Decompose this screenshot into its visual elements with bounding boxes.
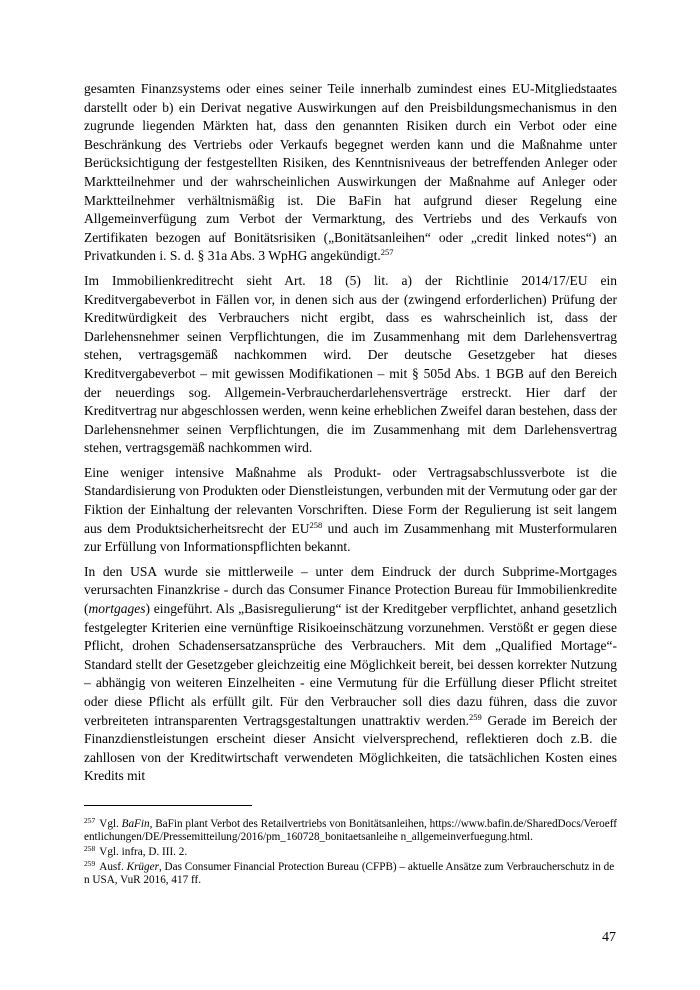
paragraph-text: gesamten Finanzsystems oder eines seiner Teile innerhalb zumindest eines EU-Mitgliedstaates darstellt oder b) ein Derivat negative Auswirkungen auf den Preisbildungsmechanismus in den zugrunde liegenden Märkten hat, dass den genannten Risiken durch ein Verbot oder eine Beschränkung des Vertriebs oder Verkaufs begegnet werden kann und die Maßnahme unter Berücksichtigung der festgestellten Risiken, des Kenntnisniveaus der betreffenden Anleger oder Marktteilnehmer und der wahrscheinlichen Auswirkungen der Maßnahme auf Anleger oder Marktteilnehmer verhältnismäßig ist. Die BaFin hat aufgrund dieser Regelung eine Allgemeinverfügung zum Verbot der Vermarktung, des Vertriebs und des Verkaufs von Zertifikaten bezogen auf Bonitätsrisiken („Bonitätsanleihen“ oder „credit linked notes“) an Privatkunden i. S. d. § 31a Abs. 3 WpHG angekündigt.	[84, 81, 617, 264]
paragraph-text: Im Immobilienkreditrecht sieht Art. 18 (5) lit. a) der Richtlinie 2014/17/EU ein Kreditvergabeverbot in Fällen vor, in denen sich aus der (zwingend erforderlichen) Prüfung der Kreditwürdigkeit des Verbrauchers nicht ergibt, dass es wahrscheinlich ist, dass der Darlehensnehmer seinen Verpflichtungen, die im Zusammenhang mit dem Darlehensvertrag stehen, vertragsgemäß nachkommen wird. Der deutsche Gesetzgeber hat dieses Kreditvergabeverbot – mit gewissen Modifikationen – mit § 505d Abs. 1 BGB auf den Bereich der neuerdings sog. Allgemein-Verbraucherdarlehensverträge erstreckt. Hier darf der Kreditvertrag nur abgeschlossen werden, wenn keine erheblichen Zweifel daran bestehen, dass der Darlehensnehmer seinen Verpflichtungen, die im Zusammenhang mit dem Darlehensvertrag stehen, vertragsgemäß nachkommen wird.	[84, 272, 617, 456]
paragraph	[84, 80, 617, 266]
paragraph	[84, 272, 617, 458]
paragraph-text: und auch im Zusammenhang mit Musterformularen zur Erfüllung von Informationspflichten bekannt.	[84, 520, 618, 555]
footnotes	[84, 818, 617, 889]
footnote-ref[interactable]: 258	[309, 519, 323, 530]
paragraph	[84, 464, 617, 557]
paragraph-text: ) eingeführt. Als „Basisregulierung“ ist der Kreditgeber verpflichtet, anhand gesetzlich festgelegter Kriterien eine vernünftige Risikoeinschätzung vorzunehmen. Verstößt er gegen diese Pflicht, drohen Schadensersatzansprüche des Verbrauchers. Mit dem „Qualified Mortage“-Standard stellt der Gesetzgeber gleichzeitig eine Möglichkeit bereit, bei dessen korrekter Nutzung – abhängig von weiteren Einzelheiten - eine Vermutung für die Erfüllung dieser Pflicht streitet oder diese Pflicht als erfüllt gilt. Für den Verbraucher soll dies dazu führen, dass die zuvor verbreiteten intransparenten Vertragsgestaltungen unattraktiv werden.	[84, 601, 617, 728]
footnote-text: , Das Consumer Financial Protection Bureau (CFPB) – aktuelle Ansätze zum Verbraucherschutz in den USA, VuR 2016, 417 ff.	[84, 861, 615, 886]
footnote-text: Ausf.	[99, 861, 127, 873]
footnote-text: Vgl. infra, D. III. 2.	[99, 846, 188, 858]
footnote-author: BaFin	[121, 818, 150, 830]
footnote-text: Vgl.	[99, 818, 122, 830]
footnote	[84, 846, 617, 859]
footnote-author: Krüger	[126, 861, 159, 873]
page-body	[84, 80, 617, 792]
footnote-number: 258	[84, 844, 96, 853]
footnote-separator	[84, 805, 252, 806]
footnote	[84, 818, 617, 844]
emphasis-text: mortgages	[88, 601, 146, 617]
footnote	[84, 861, 617, 887]
paragraph-text: Eine weniger intensive Maßnahme als Produkt- oder Vertragsabschlussverbote ist die Standardisierung von Produkten oder Dienstleistungen, verbunden mit der Vermutung oder gar der Fiktion der Einhaltung der relevanten Vorschriften. Diese Form der Regulierung ist seit langem aus dem Produktsicherheitsrecht der EU	[84, 464, 617, 536]
footnote-ref[interactable]: 257	[380, 247, 394, 258]
paragraph-text: Gerade im Bereich der Finanzdienstleistungen erscheint dieser Ansicht vielversprechend, reflektieren doch z.B. die zahllosen von der Kreditwirtschaft verwendeten Möglichkeiten, die tatsächlichen Kosten eines Kredits mit	[84, 712, 618, 784]
footnote-link-text[interactable]: , BaFin plant Verbot des Retailvertriebs von Bonitätsanleihen, https://www.bafin.de/SharedDocs/Veroeffentlichungen/DE/Pressemitteilung/2016/pm_160728_bonitaetsanleihe n_allgemeinverfuegung.html.	[84, 818, 617, 843]
footnote-ref[interactable]: 259	[469, 711, 482, 722]
paragraph	[84, 563, 617, 786]
footnote-number: 259	[84, 859, 96, 868]
footnote-number: 257	[84, 816, 96, 825]
page-number: 47	[602, 930, 616, 945]
paragraph-text: In den USA wurde sie mittlerweile – unter dem Eindruck der durch Subprime-Mortgages verursachten Finanzkrise - durch das Consumer Finance Protection Bureau für Immobilienkredite (	[84, 563, 617, 617]
